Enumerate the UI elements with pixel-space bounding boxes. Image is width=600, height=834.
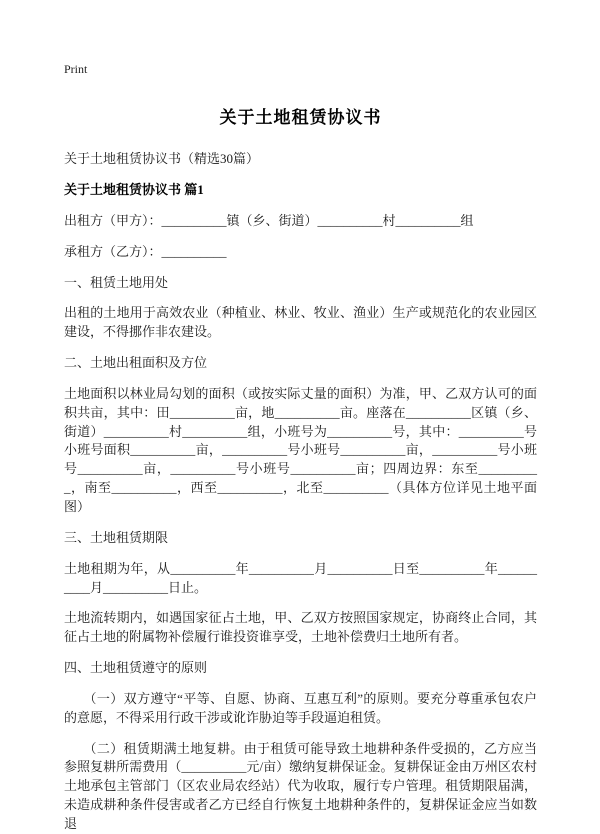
document-subtitle: 关于土地租赁协议书（精选30篇）	[64, 151, 260, 166]
print-link[interactable]: Print	[64, 62, 88, 76]
paragraph: 土地流转期内，如遇国家征占土地，甲、乙双方按照国家规定，协商终止合同，其征占土地的附属物补偿履行谁投资谁享受，土地补偿费归土地所有者。	[64, 610, 537, 645]
paragraph: 土地面积以林业局勾划的面积（或按实际丈量的面积）为准，甲、乙双方认可的面积共亩，其中：田__________亩，地__________亩。座落在__________区镇（乡、街道）__________村__________组，小班号为__________号，其中：__________号小班号面积__________亩，__________号小班号__________亩，__________号小班号__________亩，__________号小班号__________亩；四周边界：东至__________，南至__________，西至__________，北至__________（具体方位详见土地平面图）	[64, 385, 537, 514]
paragraph: 二、土地出租面积及方位	[64, 355, 208, 371]
paragraph: （二）租赁期满土地复耕。由于租赁可能导致土地耕种条件受损的，乙方应当参照复耕所需费用（__________元/亩）缴纳复耕保证金。复耕保证金由万州区农村土地承包主管部门（区农业局农经站）代为收取，履行专户管理。租赁期限届满，未造成耕种条件侵害或者乙方已经自行恢复土地耕种条件的，复耕保证金应当如数退	[64, 740, 537, 831]
paragraph: 土地租期为年，从__________年__________月__________日至__________年__________月__________日止。	[64, 560, 537, 595]
section-heading: 关于土地租赁协议书 篇1	[64, 182, 204, 197]
paragraph: 承租方（乙方）：__________	[64, 243, 227, 259]
paragraph: 出租方（甲方）：__________镇（乡、街道）__________村__________组	[64, 212, 474, 228]
document-body	[64, 181, 537, 834]
paragraph: 出租的土地用于高效农业（种植业、林业、牧业、渔业）生产或规范化的农业园区建设，不得挪作非农建设。	[64, 305, 537, 340]
paragraph: （一）双方遵守“平等、自愿、协商、互惠互利”的原则。要充分尊重承包农户的意愿，不得采用行政干涉或讹诈胁迫等手段逼迫租赁。	[64, 690, 537, 725]
paragraph: 一、租赁土地用处	[64, 274, 169, 290]
paragraph: 四、土地租赁遵守的原则	[64, 660, 208, 676]
paragraph: 三、土地租赁期限	[64, 529, 169, 545]
document-title: 关于土地租赁协议书	[219, 108, 382, 127]
